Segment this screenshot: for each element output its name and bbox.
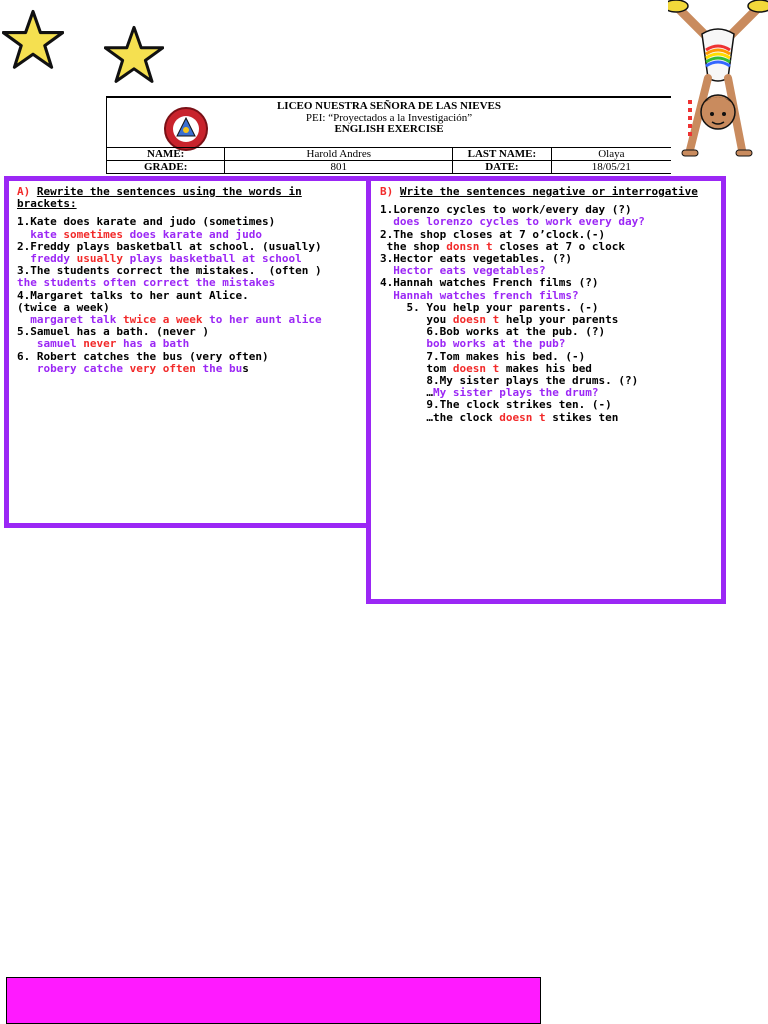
- sentence-text: Hannah watches french films?: [380, 288, 579, 302]
- section-a-sentences: [17, 216, 367, 375]
- sentence-text: 5. You help your parents. (-): [380, 300, 599, 314]
- table-row: [107, 161, 671, 174]
- section-b-sentences: [380, 204, 721, 424]
- sentence-text: the bu: [195, 361, 243, 375]
- section-a-box: [4, 176, 372, 528]
- sentence-text: 1.Kate does karate and judo (sometimes): [17, 215, 276, 229]
- sentence-text: (twice a week): [17, 300, 110, 314]
- section-a-instructions: Rewrite the sentences using the words in brackets:: [17, 185, 302, 211]
- star-icon: [2, 8, 64, 72]
- sentence-text: does karate and judo: [122, 227, 263, 241]
- last-name-label: LAST NAME:: [453, 148, 551, 160]
- school-name: LICEO NUESTRA SEÑORA DE LAS NIEVES: [276, 100, 502, 112]
- sentence-text: …: [380, 386, 433, 400]
- sentence-text: Hector eats vegetables?: [380, 264, 546, 278]
- sentence-text: 6. Robert catches the bus (very often): [17, 349, 269, 363]
- sentence-text: 2.Freddy plays basketball at school. (usually): [17, 239, 322, 253]
- sentence-text: kate: [17, 227, 64, 241]
- sentence-text: to her aunt alice: [202, 313, 322, 327]
- sentence-text: plays basketball at school: [122, 252, 302, 266]
- section-a-letter: A): [17, 185, 31, 198]
- sentence-text: 3.The students correct the mistakes. (often ): [17, 264, 322, 278]
- sentence-text: …the clock: [380, 410, 500, 424]
- sentence-text: doesn t: [452, 313, 500, 327]
- sentence-text: sometimes: [63, 227, 123, 241]
- name-label: NAME:: [107, 148, 225, 160]
- sentence-text: My sister plays the drum?: [432, 386, 599, 400]
- exercise-header: [106, 96, 671, 174]
- sentence-text: you: [380, 313, 453, 327]
- sentence-text: s: [242, 361, 249, 375]
- last-name-value: Olaya: [598, 148, 625, 160]
- sentence-text: the shop: [380, 239, 447, 253]
- section-b-heading: [380, 186, 721, 198]
- sentence-text: does lorenzo cycles to work every day?: [380, 215, 645, 229]
- sentence-text: 4.Hannah watches French films (?): [380, 276, 599, 290]
- sentence-text: samuel: [17, 337, 84, 351]
- gymnast-cartoon-image: [668, 0, 768, 170]
- sentence-text: 5.Samuel has a bath. (never ): [17, 325, 210, 339]
- sentence-text: the students often correct the mistakes: [17, 276, 276, 290]
- sentence-text: usually: [76, 252, 123, 266]
- sentence-text: help your parents: [499, 313, 619, 327]
- sentence-text: tom: [380, 361, 453, 375]
- sentence-line: [17, 363, 367, 375]
- star-icon: [104, 24, 164, 86]
- student-info-table: [107, 147, 671, 174]
- sentence-text: makes his bed: [499, 361, 592, 375]
- section-b-instructions: Write the sentences negative or interrogative: [399, 185, 698, 198]
- section-b-box: [366, 176, 726, 604]
- sentence-text: 9.The clock strikes ten. (-): [380, 398, 612, 412]
- pei-slogan: PEI: “Proyectados a la Investigación”: [305, 112, 473, 124]
- sentence-text: 6.Bob works at the pub. (?): [380, 325, 606, 339]
- table-row: [107, 148, 671, 161]
- sentence-text: has a bath: [116, 337, 190, 351]
- sentence-text: stikes ten: [545, 410, 619, 424]
- sentence-line: [380, 412, 721, 424]
- sentence-text: never: [83, 337, 117, 351]
- sentence-text: bob works at the pub?: [380, 337, 566, 351]
- sentence-text: closes at 7 o clock: [492, 239, 626, 253]
- sentence-text: donsn t: [446, 239, 493, 253]
- sentence-text: 2.The shop closes at 7 o’clock.(-): [380, 227, 606, 241]
- section-a-heading: [17, 186, 367, 210]
- date-label: DATE:: [453, 161, 551, 173]
- grade-label: GRADE:: [107, 161, 225, 173]
- sentence-text: margaret talk: [17, 313, 123, 327]
- sentence-text: 1.Lorenzo cycles to work/every day (?): [380, 203, 632, 217]
- sentence-text: freddy: [17, 252, 77, 266]
- sentence-text: 3.Hector eats vegetables. (?): [380, 252, 573, 266]
- exercise-title: ENGLISH EXERCISE: [334, 123, 444, 135]
- sentence-text: robery catche: [17, 361, 130, 375]
- sentence-text: very often: [129, 361, 196, 375]
- sentence-text: doesn t: [452, 361, 500, 375]
- bottom-color-bar: [6, 977, 541, 1024]
- section-b-letter: B): [380, 185, 394, 198]
- name-value: Harold Andres: [225, 148, 453, 160]
- sentence-text: twice a week: [122, 313, 203, 327]
- sentence-text: 7.Tom makes his bed. (-): [380, 349, 586, 363]
- grade-value: 801: [225, 161, 453, 173]
- sentence-text: 4.Margaret talks to her aunt Alice.: [17, 288, 249, 302]
- date-value: 18/05/21: [591, 161, 631, 173]
- sentence-text: doesn t: [499, 410, 546, 424]
- sentence-text: 8.My sister plays the drums. (?): [380, 374, 639, 388]
